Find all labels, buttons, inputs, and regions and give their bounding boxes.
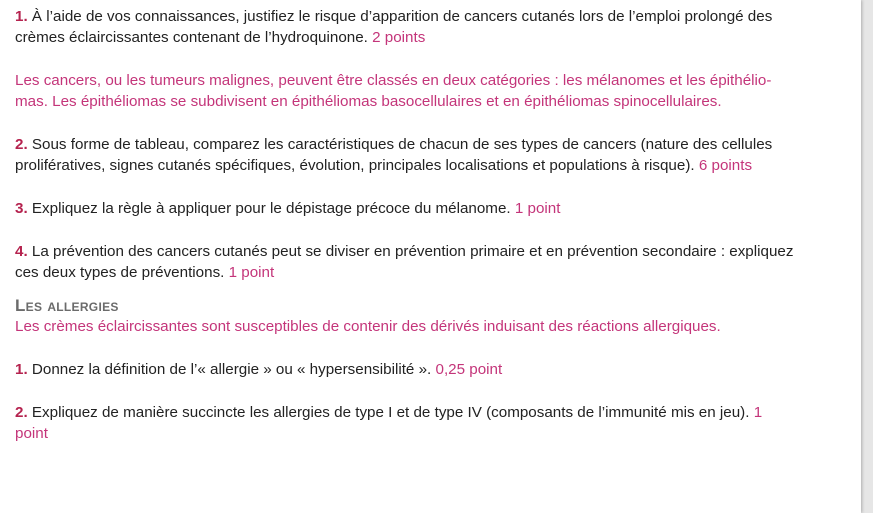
question-allergy-2 bbox=[15, 402, 795, 444]
question-points: 2 points bbox=[372, 29, 426, 46]
question-cancer-1 bbox=[15, 6, 795, 48]
allergies-intro: Les crèmes éclaircissantes sont susceptibles de contenir des dérivés induisant des réactions allergiques. bbox=[15, 318, 721, 335]
cancers-intro: Les cancers, ou les tumeurs malignes, peuvent être classés en deux catégories : les mélanomes et les épithéliomas. Les épithéliomas se subdivisent en épithéliomas basocellulaires et en épithéliomas spinocellulaires. bbox=[15, 72, 772, 110]
question-allergy-1 bbox=[15, 359, 795, 380]
question-cancer-3 bbox=[15, 198, 795, 219]
question-number: 4. bbox=[15, 243, 28, 260]
question-points: 1 point bbox=[15, 404, 763, 442]
question-points: 6 points bbox=[698, 157, 753, 174]
question-text: Expliquez la règle à appliquer pour le dépistage précoce du mélanome. bbox=[31, 200, 511, 217]
question-text: Sous forme de tableau, comparez les caractéristiques de chacun de ses types de cancers (nature des cellules prolifératives, signes cutanés spécifiques, évolution, principales localisations et populations à risque). bbox=[15, 136, 773, 174]
question-cancer-4 bbox=[15, 241, 795, 283]
question-number: 2. bbox=[15, 404, 28, 421]
question-number: 1. bbox=[15, 8, 28, 25]
question-number: 1. bbox=[15, 361, 28, 378]
question-cancer-2 bbox=[15, 134, 795, 176]
question-points: 1 point bbox=[514, 200, 561, 217]
question-text: La prévention des cancers cutanés peut se diviser en prévention primaire et en prévention secondaire : expliquez ces deux types de préventions. bbox=[15, 243, 794, 281]
question-number: 3. bbox=[15, 200, 28, 217]
question-points: 1 point bbox=[228, 264, 275, 281]
question-points: 0,25 point bbox=[435, 361, 503, 378]
question-text: À l’aide de vos connaissances, justifiez le risque d’apparition de cancers cutanés lors de l’emploi prolongé des crèmes éclaircissantes contenant de l’hydroquinone. bbox=[15, 8, 773, 46]
document-content bbox=[15, 6, 795, 444]
question-number: 2. bbox=[15, 136, 28, 153]
question-text: Expliquez de manière succincte les allergies de type I et de type IV (composants de l’immunité mis en jeu). bbox=[31, 404, 750, 421]
question-text: Donnez la définition de l’« allergie » ou « hypersensibilité ». bbox=[31, 361, 432, 378]
section-heading-allergies: Les allergies bbox=[15, 296, 119, 315]
